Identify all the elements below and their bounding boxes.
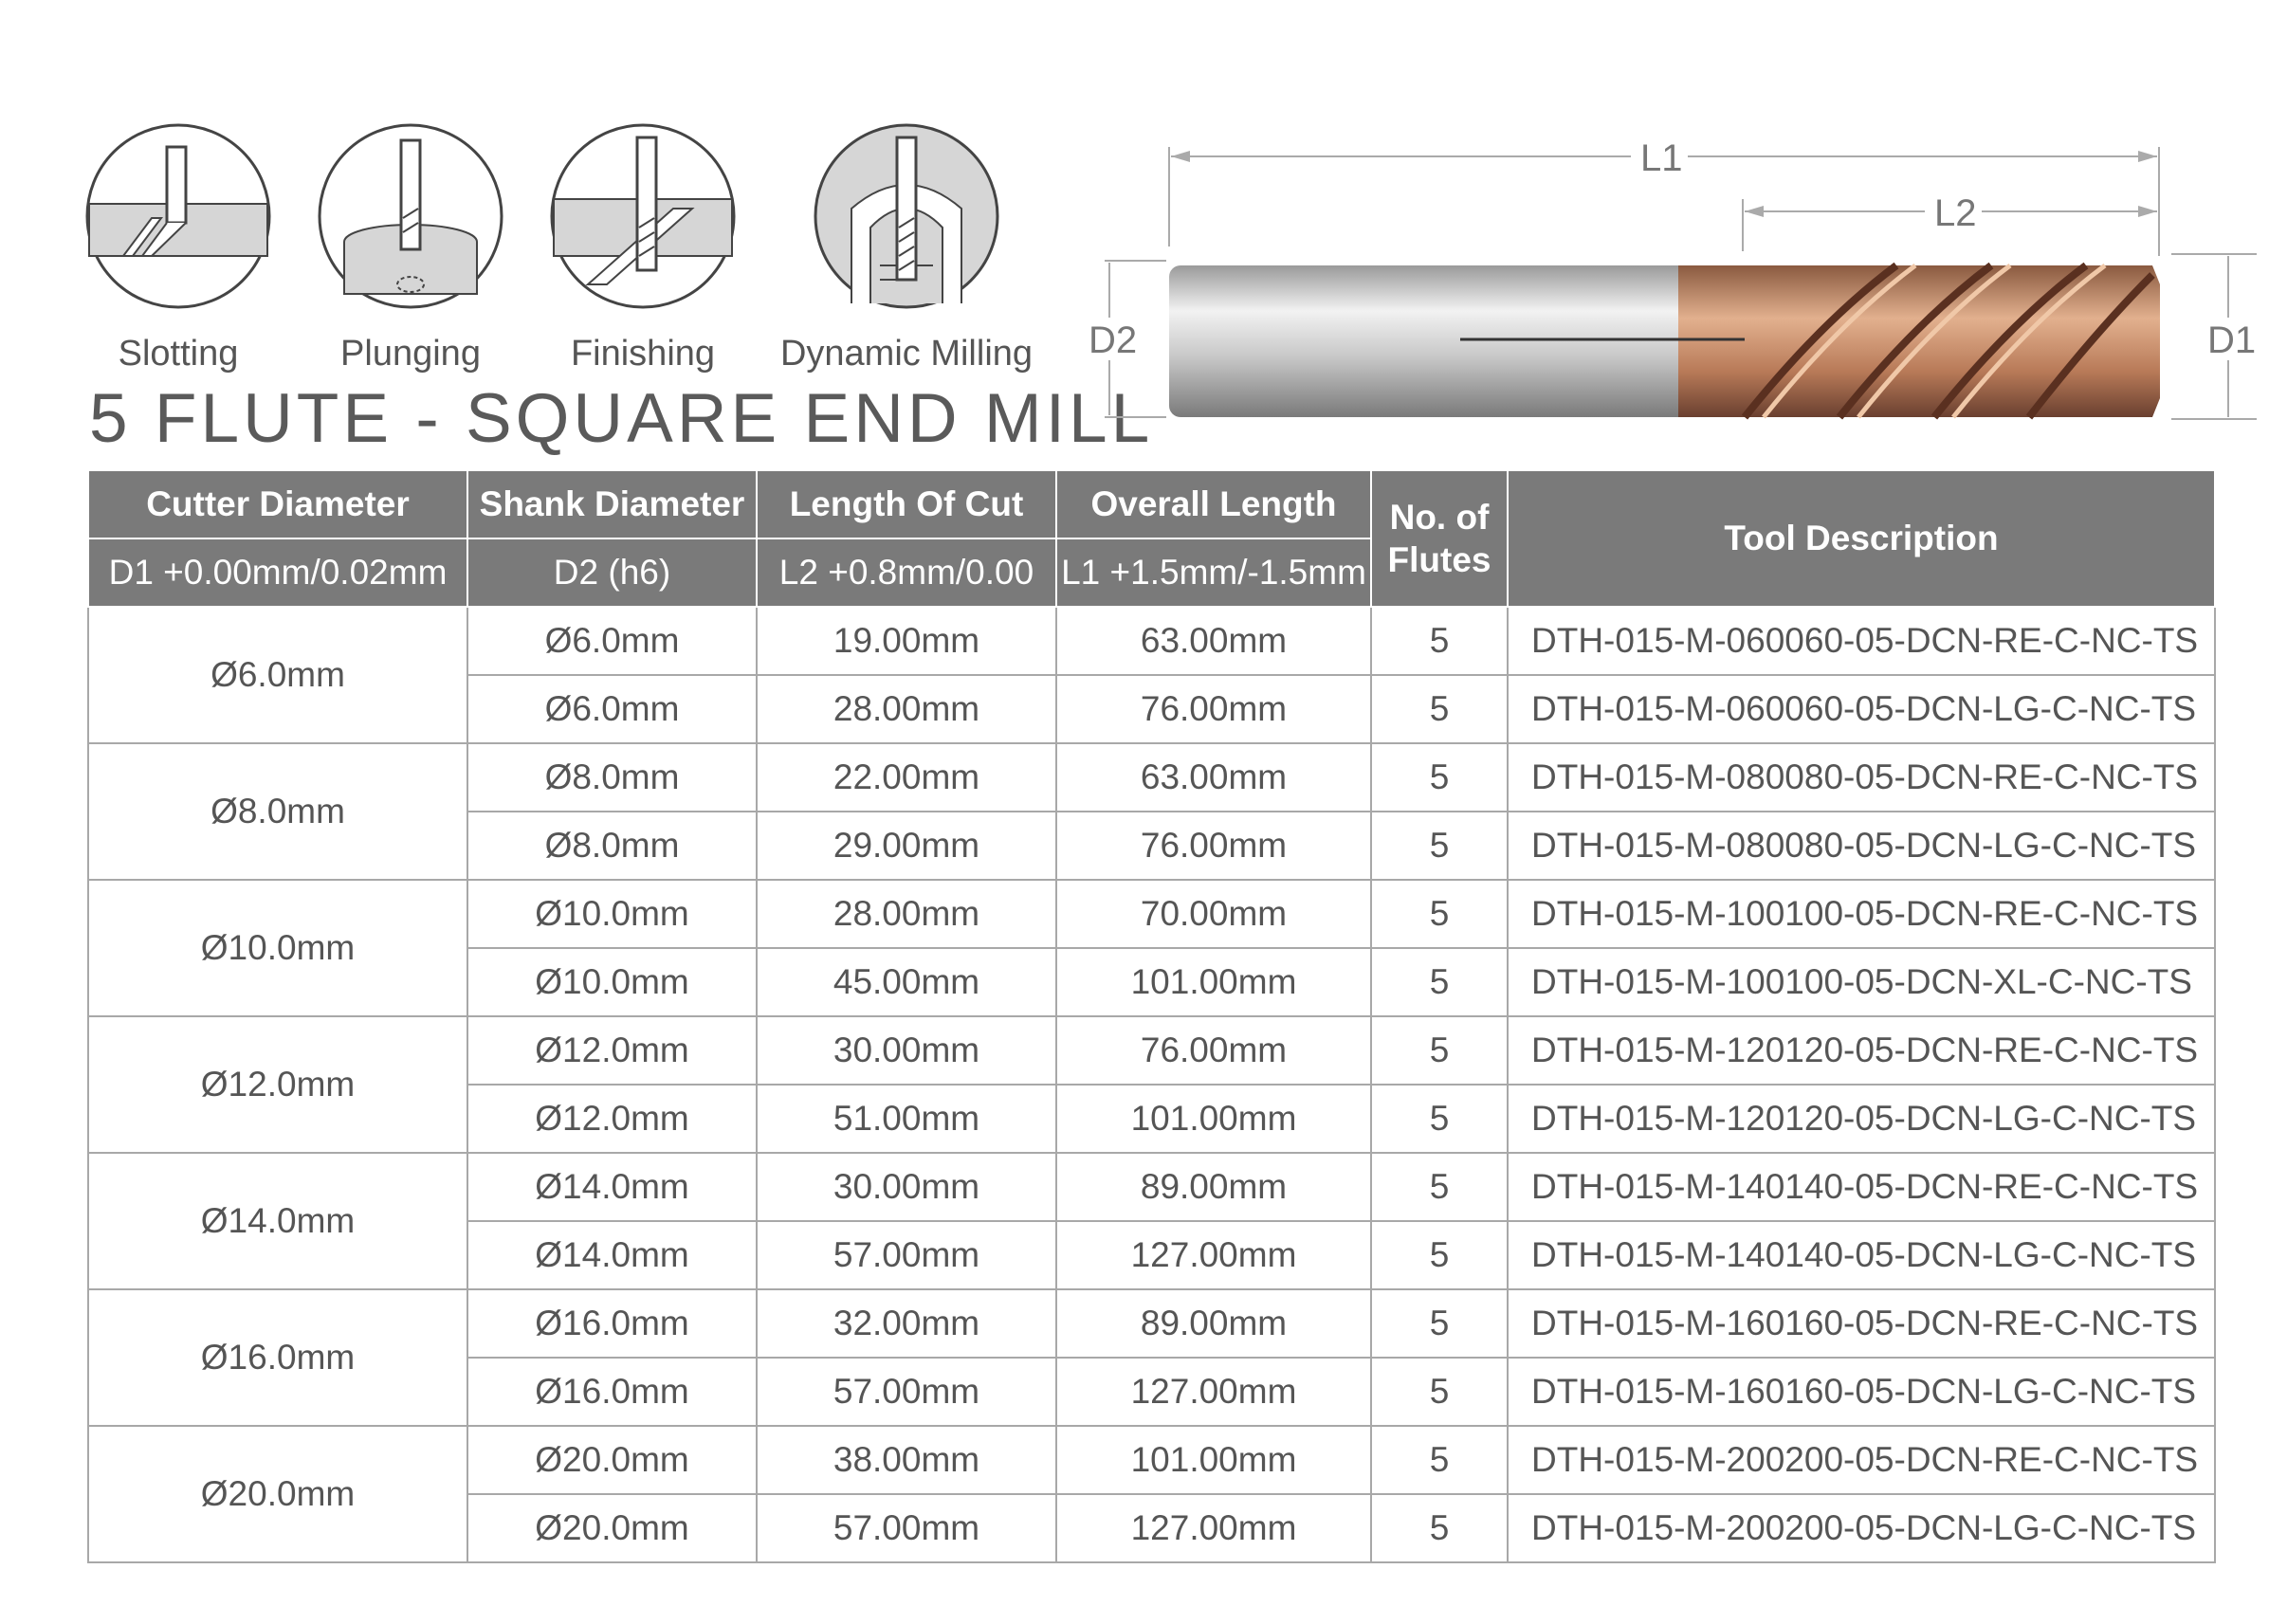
cell-shank-diameter: Ø14.0mm [467, 1153, 757, 1221]
plunging-icon [318, 123, 503, 309]
cell-length-of-cut: 45.00mm [757, 948, 1056, 1016]
cell-overall-length: 76.00mm [1056, 675, 1371, 743]
cell-flutes: 5 [1371, 1494, 1508, 1562]
cell-flutes: 5 [1371, 607, 1508, 675]
cell-flutes: 5 [1371, 743, 1508, 812]
cell-cutter-diameter: Ø20.0mm [88, 1426, 467, 1562]
table-row [88, 1289, 2215, 1358]
cell-shank-diameter: Ø12.0mm [467, 1016, 757, 1085]
subheader-overall-length: L1 +1.5mm/-1.5mm [1056, 538, 1371, 607]
cell-cutter-diameter: Ø6.0mm [88, 607, 467, 743]
cell-overall-length: 76.00mm [1056, 1016, 1371, 1085]
cell-tool-description: DTH-015-M-160160-05-DCN-RE-C-NC-TS [1508, 1289, 2215, 1358]
table-body [88, 607, 2215, 1562]
cell-tool-description: DTH-015-M-140140-05-DCN-LG-C-NC-TS [1508, 1221, 2215, 1289]
op-label-dynamic-milling: Dynamic Milling [779, 334, 1034, 374]
op-label-finishing: Finishing [570, 334, 716, 374]
cell-shank-diameter: Ø14.0mm [467, 1221, 757, 1289]
cell-tool-description: DTH-015-M-140140-05-DCN-RE-C-NC-TS [1508, 1153, 2215, 1221]
cell-tool-description: DTH-015-M-060060-05-DCN-LG-C-NC-TS [1508, 675, 2215, 743]
cell-overall-length: 89.00mm [1056, 1289, 1371, 1358]
dynamic-milling-icon [814, 123, 999, 309]
cell-length-of-cut: 29.00mm [757, 812, 1056, 880]
cell-cutter-diameter: Ø8.0mm [88, 743, 467, 880]
cell-flutes: 5 [1371, 1085, 1508, 1153]
cell-overall-length: 89.00mm [1056, 1153, 1371, 1221]
end-mill-diagram [1081, 133, 2266, 455]
cell-overall-length: 63.00mm [1056, 743, 1371, 812]
cell-overall-length: 63.00mm [1056, 607, 1371, 675]
cell-tool-description: DTH-015-M-120120-05-DCN-LG-C-NC-TS [1508, 1085, 2215, 1153]
cell-overall-length: 127.00mm [1056, 1494, 1371, 1562]
table-row [88, 607, 2215, 675]
cell-tool-description: DTH-015-M-080080-05-DCN-LG-C-NC-TS [1508, 812, 2215, 880]
table-row [88, 1016, 2215, 1085]
cell-tool-description: DTH-015-M-100100-05-DCN-XL-C-NC-TS [1508, 948, 2215, 1016]
cell-overall-length: 127.00mm [1056, 1221, 1371, 1289]
cell-shank-diameter: Ø20.0mm [467, 1494, 757, 1562]
header-overall-length: Overall Length [1056, 470, 1371, 538]
subheader-shank-diameter: D2 (h6) [467, 538, 757, 607]
subheader-cutter-diameter: D1 +0.00mm/0.02mm [88, 538, 467, 607]
cell-tool-description: DTH-015-M-100100-05-DCN-RE-C-NC-TS [1508, 880, 2215, 948]
header-tool-description: Tool Description [1508, 470, 2215, 607]
subheader-length-of-cut: L2 +0.8mm/0.00 [757, 538, 1056, 607]
page-title: 5 FLUTE - SQUARE END MILL [89, 380, 1154, 457]
op-label-slotting: Slotting [118, 334, 239, 374]
header-shank-diameter: Shank Diameter [467, 470, 757, 538]
cell-overall-length: 101.00mm [1056, 1426, 1371, 1494]
cell-tool-description: DTH-015-M-080080-05-DCN-RE-C-NC-TS [1508, 743, 2215, 812]
l2-label: L2 [1934, 192, 1977, 234]
cell-tool-description: DTH-015-M-120120-05-DCN-RE-C-NC-TS [1508, 1016, 2215, 1085]
cell-flutes: 5 [1371, 1426, 1508, 1494]
cell-tool-description: DTH-015-M-060060-05-DCN-RE-C-NC-TS [1508, 607, 2215, 675]
cell-shank-diameter: Ø16.0mm [467, 1358, 757, 1426]
cell-flutes: 5 [1371, 812, 1508, 880]
cell-length-of-cut: 28.00mm [757, 880, 1056, 948]
cell-length-of-cut: 51.00mm [757, 1085, 1056, 1153]
cell-shank-diameter: Ø10.0mm [467, 880, 757, 948]
cell-cutter-diameter: Ø16.0mm [88, 1289, 467, 1426]
cell-shank-diameter: Ø8.0mm [467, 812, 757, 880]
cell-flutes: 5 [1371, 1016, 1508, 1085]
table-row [88, 880, 2215, 948]
cell-flutes: 5 [1371, 1153, 1508, 1221]
cell-cutter-diameter: Ø14.0mm [88, 1153, 467, 1289]
cell-shank-diameter: Ø8.0mm [467, 743, 757, 812]
cell-shank-diameter: Ø6.0mm [467, 675, 757, 743]
spec-table [87, 469, 2216, 1563]
header-flutes: No. of Flutes [1371, 470, 1508, 607]
finishing-icon [550, 123, 736, 309]
header-cutter-diameter: Cutter Diameter [88, 470, 467, 538]
cell-shank-diameter: Ø12.0mm [467, 1085, 757, 1153]
cell-length-of-cut: 30.00mm [757, 1153, 1056, 1221]
slotting-icon [85, 123, 271, 309]
cell-overall-length: 70.00mm [1056, 880, 1371, 948]
cell-overall-length: 127.00mm [1056, 1358, 1371, 1426]
cell-length-of-cut: 19.00mm [757, 607, 1056, 675]
table-row [88, 743, 2215, 812]
cell-tool-description: DTH-015-M-160160-05-DCN-LG-C-NC-TS [1508, 1358, 2215, 1426]
cell-flutes: 5 [1371, 1289, 1508, 1358]
cell-tool-description: DTH-015-M-200200-05-DCN-RE-C-NC-TS [1508, 1426, 2215, 1494]
cell-length-of-cut: 57.00mm [757, 1358, 1056, 1426]
table-row [88, 1426, 2215, 1494]
table-row [88, 1153, 2215, 1221]
table-header-row [88, 470, 2215, 538]
cell-cutter-diameter: Ø12.0mm [88, 1016, 467, 1153]
cell-length-of-cut: 32.00mm [757, 1289, 1056, 1358]
cell-shank-diameter: Ø6.0mm [467, 607, 757, 675]
d2-label: D2 [1089, 319, 1138, 361]
cell-shank-diameter: Ø10.0mm [467, 948, 757, 1016]
cell-length-of-cut: 57.00mm [757, 1494, 1056, 1562]
cell-length-of-cut: 30.00mm [757, 1016, 1056, 1085]
l1-label: L1 [1640, 137, 1683, 179]
op-label-plunging: Plunging [340, 334, 481, 374]
cell-length-of-cut: 28.00mm [757, 675, 1056, 743]
cell-overall-length: 76.00mm [1056, 812, 1371, 880]
d1-label: D1 [2207, 319, 2257, 361]
cell-overall-length: 101.00mm [1056, 948, 1371, 1016]
cell-flutes: 5 [1371, 1221, 1508, 1289]
cell-flutes: 5 [1371, 948, 1508, 1016]
cell-flutes: 5 [1371, 675, 1508, 743]
header-length-of-cut: Length Of Cut [757, 470, 1056, 538]
cell-flutes: 5 [1371, 1358, 1508, 1426]
cell-tool-description: DTH-015-M-200200-05-DCN-LG-C-NC-TS [1508, 1494, 2215, 1562]
cell-shank-diameter: Ø16.0mm [467, 1289, 757, 1358]
cell-flutes: 5 [1371, 880, 1508, 948]
cell-length-of-cut: 22.00mm [757, 743, 1056, 812]
cell-length-of-cut: 38.00mm [757, 1426, 1056, 1494]
cell-length-of-cut: 57.00mm [757, 1221, 1056, 1289]
cell-shank-diameter: Ø20.0mm [467, 1426, 757, 1494]
cell-cutter-diameter: Ø10.0mm [88, 880, 467, 1016]
cell-overall-length: 101.00mm [1056, 1085, 1371, 1153]
